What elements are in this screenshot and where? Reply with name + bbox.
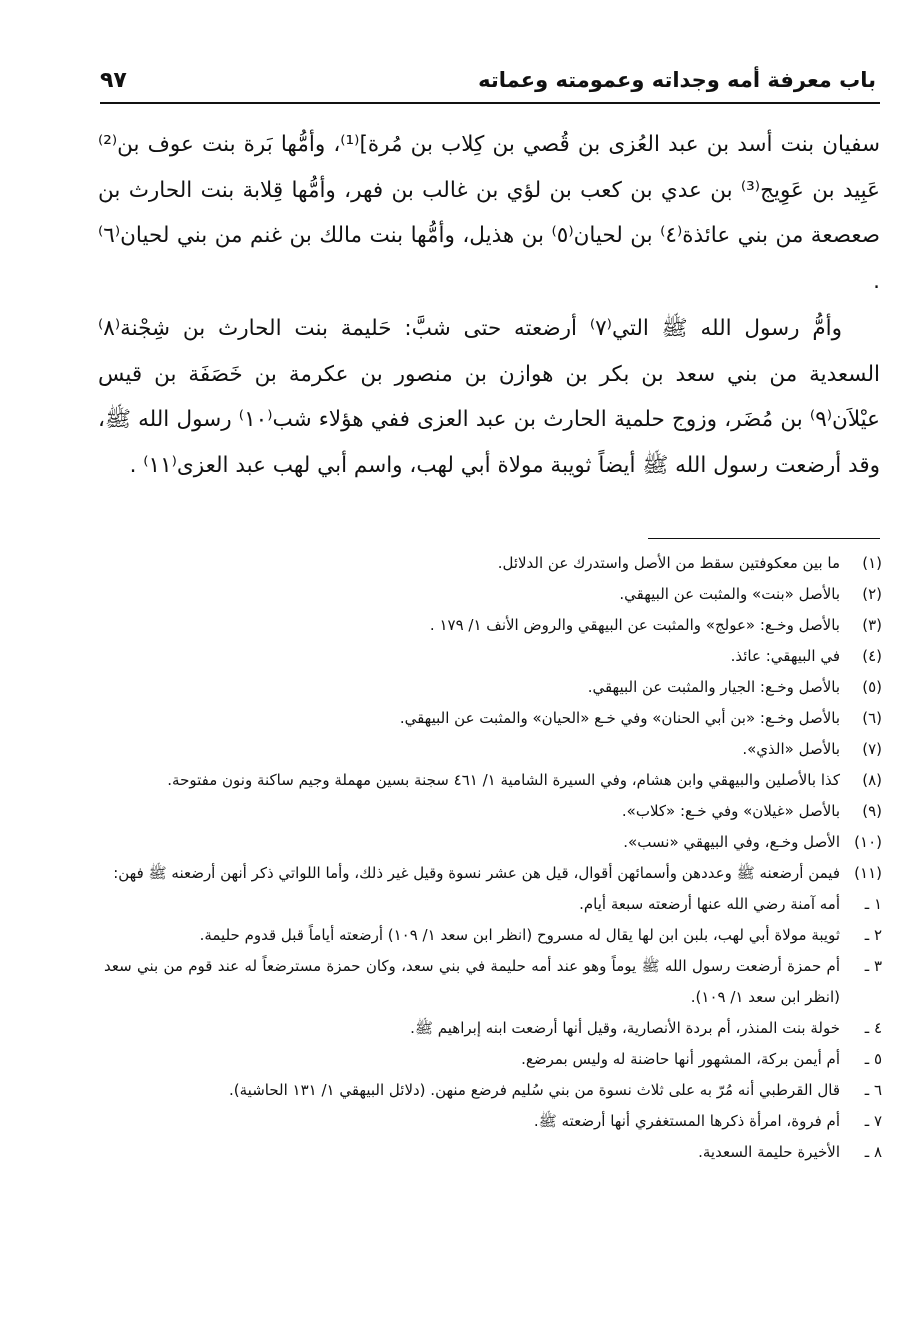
footnote — [104, 610, 882, 641]
footnote-list-item-number: ٦ ـ — [864, 1081, 882, 1099]
footnote-list-item-number: ٨ ـ — [864, 1143, 882, 1161]
running-header — [100, 58, 876, 102]
footnote-list-item-number: ٤ ـ — [864, 1019, 882, 1037]
footnote-number: (٦) — [862, 709, 882, 727]
footnote-number: (٥) — [862, 678, 882, 696]
footnote — [104, 734, 882, 765]
footnote-list-item-text: خولة بنت المنذر، أم بردة الأنصارية، وقيل أنها أرضعت ابنه إبراهيم ﷺ. — [410, 1019, 840, 1037]
footnote-text: الأصل وخـع، وفي البيهقي «نسب». — [623, 833, 840, 851]
footnote-list-item-text: أم حمزة أرضعت رسول الله ﷺ يوماً وهو عند أمه حليمة في بني سعد، وكان حمزة مسترضعاً له عند قوم من بني سعد (انظر ابن سعد ١/ ١٠٩). — [104, 957, 840, 1006]
footnote-sublist — [104, 889, 882, 1168]
footnote-list-item — [104, 951, 882, 1013]
footnote-list-item — [104, 1137, 882, 1168]
footnote-text: بالأصل وخـع: «بن أبي الحنان» وفي خـع «الحيان» والمثبت عن البيهقي. — [399, 709, 840, 727]
footnote-list-item — [104, 1013, 882, 1044]
footnote-number: (٧) — [862, 740, 882, 758]
paragraph — [98, 306, 880, 488]
paragraph-text: وأمُّ رسول الله ﷺ التي⁽٧⁾ أرضعته حتى شبَّ: حَليمة بنت الحارث بن شِجْنة⁽٨⁾ السعدية من بني سعد بن بكر بن هوازن بن منصور بن عكرمة بن خَصَفَة بن قيس عيْلاَن⁽٩⁾ بن مُضَر، وزوج حلمية الحارث بن عبد العزى ففي هؤلاء شب⁽١٠⁾ رسول الله ﷺ، وقد أرضعت رسول الله ﷺ أيضاً ثويبة مولاة أبي لهب، واسم أبي لهب عبد العزى⁽١١⁾ . — [98, 316, 880, 478]
footnote-text: بالأصل وخـع: الجيار والمثبت عن البيهقي. — [587, 678, 840, 696]
footnote — [104, 827, 882, 858]
footnote-list-item-text: أم فروة، امرأة ذكرها المستغفري أنها أرضعته ﷺ. — [533, 1112, 840, 1130]
footnote-text: كذا بالأصلين والبيهقي وابن هشام، وفي السيرة الشامية ١/ ٤٦١ سجنة بسين مهملة وجيم ساكنة ونون مفتوحة. — [167, 771, 840, 789]
footnote-list-item-number: ٢ ـ — [864, 926, 882, 944]
footnote-number: (٩) — [862, 802, 882, 820]
footnote-list-item-text: أمه آمنة رضي الله عنها أرضعته سبعة أيام. — [579, 895, 840, 913]
footnote-list-item-text: أم أيمن بركة، المشهور أنها حاضنة له وليس بمرضع. — [521, 1050, 840, 1068]
footnote — [104, 548, 882, 579]
footnote — [104, 796, 882, 827]
footnote-number: (٨) — [862, 771, 882, 789]
main-text — [98, 122, 880, 488]
footnote-list-item — [104, 1075, 882, 1106]
footnote-text: في البيهقي: عائذ. — [730, 647, 840, 665]
footnote-number: (٢) — [862, 585, 882, 603]
footnote-text: فيمن أرضعنه ﷺ وعددهن وأسمائهن أقوال، قيل هن عشر نسوة وقيل غير ذلك، وأما اللواتي ذكر أنهن أرضعنه ﷺ فهن: — [113, 864, 840, 882]
page-number: ٩٧ — [100, 67, 127, 93]
footnote-text: بالأصل وخـع: «عولج» والمثبت عن البيهقي والروض الأنف ١/ ١٧٩ . — [429, 616, 840, 634]
footnote-list-item-number: ١ ـ — [864, 895, 882, 913]
header-divider — [100, 102, 880, 104]
footnote-number: (١) — [862, 554, 882, 572]
footnote — [104, 641, 882, 672]
footnote-list-item-text: ثويبة مولاة أبي لهب، بلبن ابن لها يقال له مسروح (انظر ابن سعد ١/ ١٠٩) أرضعته أياماً قبل قدوم حليمة. — [199, 926, 840, 944]
footnote-list-item — [104, 1044, 882, 1075]
footnote-text: بالأصل «بنت» والمثبت عن البيهقي. — [619, 585, 840, 603]
footnote-list-item-number: ٧ ـ — [864, 1112, 882, 1130]
footnote-divider — [648, 538, 880, 539]
footnote-text: ما بين معكوفتين سقط من الأصل واستدرك عن الدلائل. — [497, 554, 840, 572]
footnote — [104, 579, 882, 610]
footnote — [104, 672, 882, 703]
footnote-text: بالأصل «غيلان» وفي خـع: «كلاب». — [621, 802, 840, 820]
chapter-title: باب معرفة أمه وجداته وعمومته وعماته — [478, 68, 876, 92]
footnote-list-item-number: ٥ ـ — [864, 1050, 882, 1068]
footnote — [104, 703, 882, 734]
footnote-list — [104, 548, 882, 889]
footnote-number: (٤) — [862, 647, 882, 665]
paragraph — [98, 122, 880, 304]
footnote-list-item — [104, 889, 882, 920]
footnote-number: (١١) — [854, 864, 882, 882]
footnote-list-item-text: قال القرطبي أنه مُرّ به على ثلاث نسوة من بني سُليم فرضع منهن. (دلائل البيهقي ١/ ١٣١ الحاشية). — [229, 1081, 840, 1099]
footnote-text: بالأصل «الذي». — [742, 740, 840, 758]
footnote-list-item-number: ٣ ـ — [864, 957, 882, 975]
footnotes — [104, 548, 882, 1168]
footnote — [104, 858, 882, 889]
footnote-list-item-text: الأخيرة حليمة السعدية. — [698, 1143, 840, 1161]
footnote-list-item — [104, 1106, 882, 1137]
footnote-list-item — [104, 920, 882, 951]
footnote-number: (١٠) — [854, 833, 882, 851]
footnote — [104, 765, 882, 796]
paragraph-text: سفيان بنت أسد بن عبد العُزى بن قُصي بن كِلاب بن مُرة]⁽¹⁾، وأمُّها بَرة بنت عوف بن⁽²⁾ عَبِيد بن عَوِيج⁽³⁾ بن عدي بن كعب بن لؤي بن غالب بن فهر، وأمُّها قِلابة بنت الحارث بن صعصعة من بني عائذة⁽٤⁾ بن لحيان⁽٥⁾ بن هذيل، وأمُّها بنت مالك بن غنم من بني لحيان⁽٦⁾ . — [98, 132, 880, 294]
footnote-number: (٣) — [862, 616, 882, 634]
